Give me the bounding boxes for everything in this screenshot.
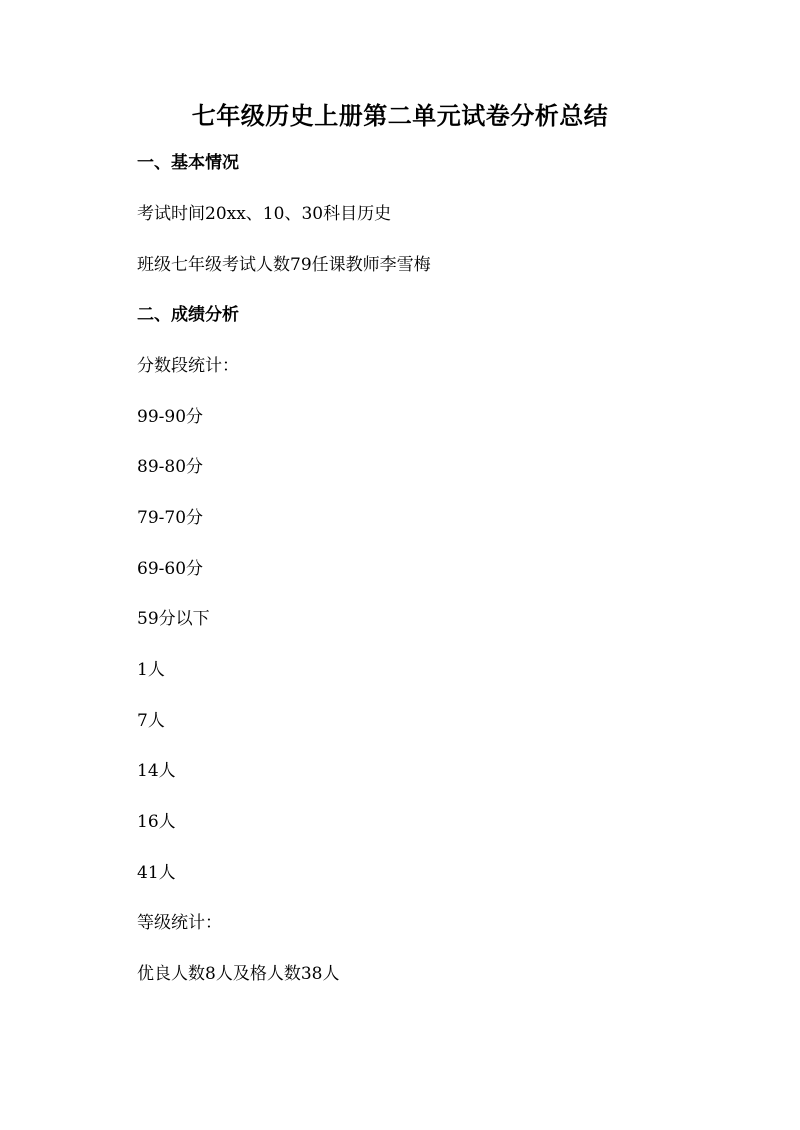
section-heading-basic-info: 一、基本情况 xyxy=(137,153,239,173)
class-info-line: 班级七年级考试人数79任课教师李雪梅 xyxy=(137,255,431,275)
score-range-item: 99-90分 xyxy=(137,407,204,427)
score-range-item: 59分以下 xyxy=(137,609,210,629)
exam-info-line: 考试时间20xx、10、30科目历史 xyxy=(137,204,392,224)
section-heading-score-analysis: 二、成绩分析 xyxy=(137,305,239,325)
grade-statistics-label: 等级统计： xyxy=(137,913,222,933)
score-range-item: 89-80分 xyxy=(137,457,204,477)
score-count-item: 7人 xyxy=(137,711,165,731)
score-count-item: 41人 xyxy=(137,863,176,883)
grade-summary-line: 优良人数8人及格人数38人 xyxy=(137,964,340,984)
score-range-item: 69-60分 xyxy=(137,559,204,579)
document-title: 七年级历史上册第二单元试卷分析总结 xyxy=(191,102,609,130)
score-count-item: 14人 xyxy=(137,761,176,781)
score-range-item: 79-70分 xyxy=(137,508,204,528)
score-count-item: 1人 xyxy=(137,660,165,680)
score-count-item: 16人 xyxy=(137,812,176,832)
score-distribution-label: 分数段统计： xyxy=(137,356,239,376)
